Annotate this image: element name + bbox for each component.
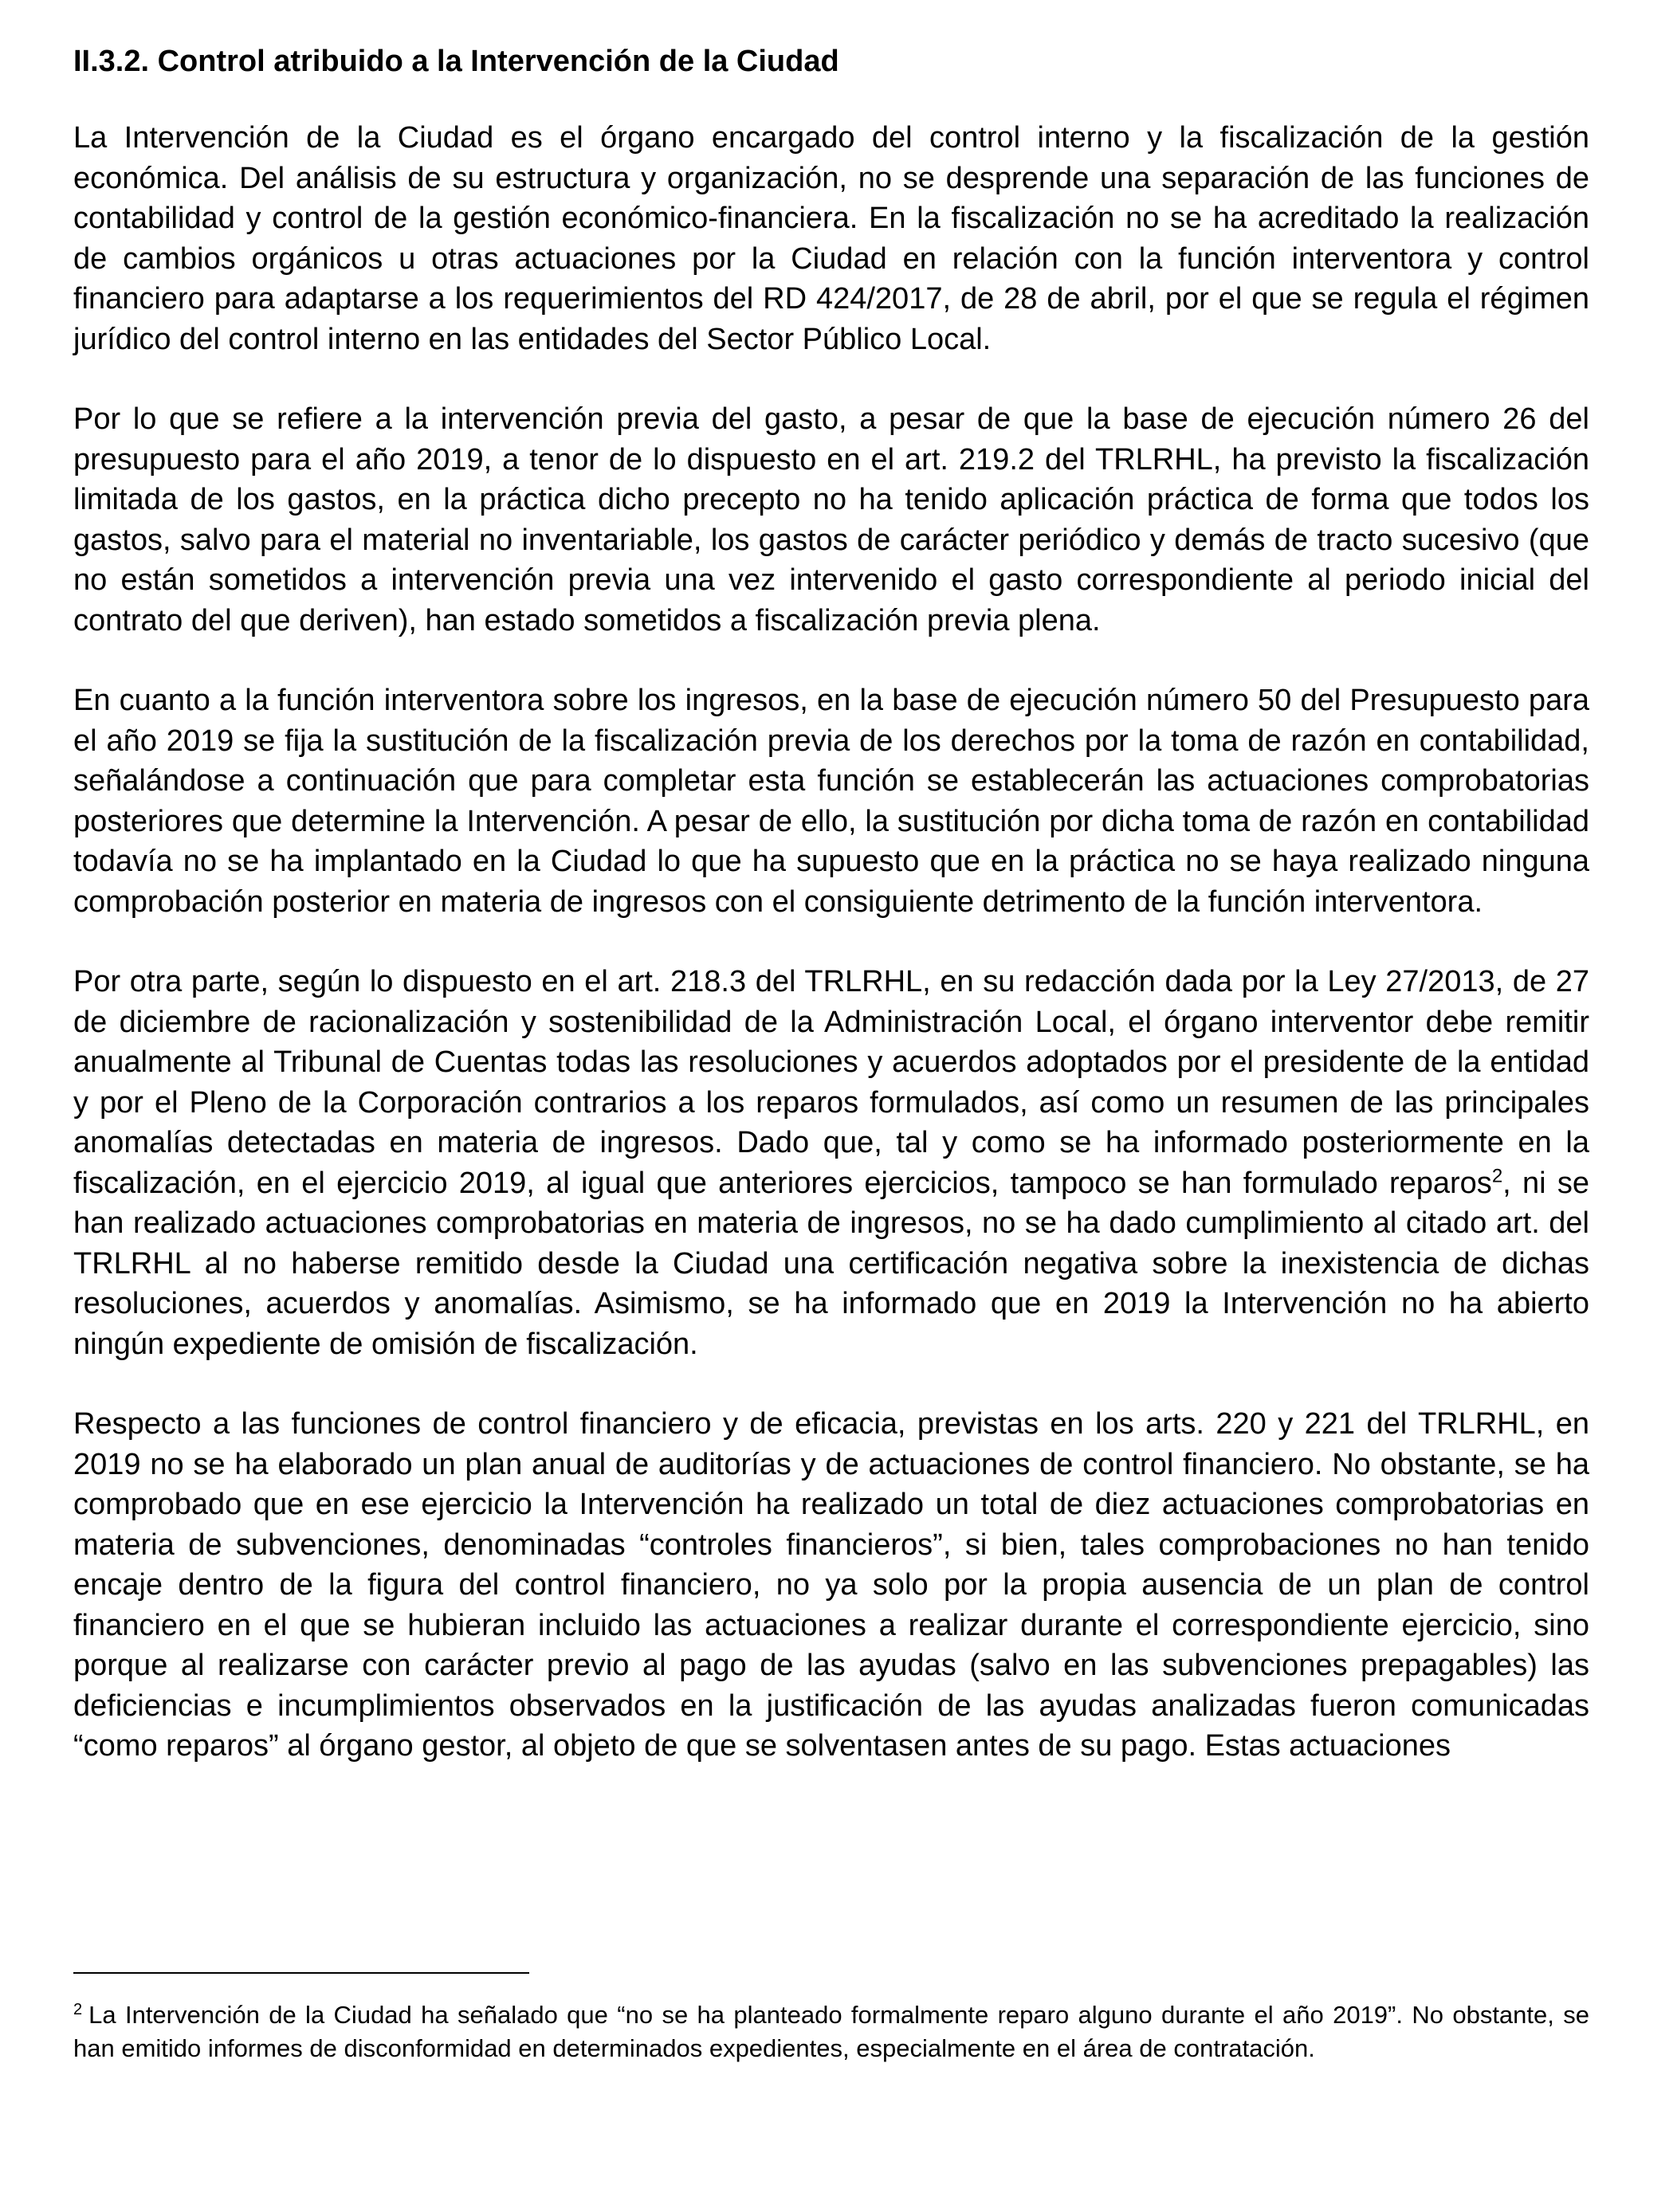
footnote-divider [73, 1972, 529, 1974]
paragraph-intervencion-previa-gasto: Por lo que se refiere a la intervención previa del gasto, a pesar de que la base de ejecución número 26 del presupuesto para el año 2019, a tenor de lo dispuesto en el art. 219.2 del TRLRHL, ha previsto la fiscalización limitada de los gastos, en la práctica dicho precepto no ha tenido aplicación práctica de forma que todos los gastos, salvo para el material no inventariable, los gastos de carácter periódico y demás de tracto sucesivo (que no están sometidos a intervención previa una vez intervenido el gasto correspondiente al periodo inicial del contrato del que deriven), han estado sometidos a fiscalización previa plena. [73, 402, 1589, 637]
section-heading: II.3.2. Control atribuido a la Intervención de la Ciudad [73, 45, 839, 78]
footnote-number: 2 [73, 2000, 83, 2018]
paragraph-remision-tribunal-cuentas [73, 962, 1589, 1364]
footnote-text: La Intervención de la Ciudad ha señalado que “no se ha planteado formalmente reparo alguno durante el año 2019”. No obstante, se han emitido informes de disconformidad en determinados expedientes, especialmente en el área de contratación. [73, 2001, 1589, 2062]
paragraph-funcion-interventora-ingresos: En cuanto a la función interventora sobre los ingresos, en la base de ejecución número 50 del Presupuesto para el año 2019 se fija la sustitución de la fiscalización previa de los derechos por la toma de razón en contabilidad, señalándose a continuación que para completar esta función se establecerán las actuaciones comprobatorias posteriores que determine la Intervención. A pesar de ello, la sustitución por dicha toma de razón en contabilidad todavía no se ha implantado en la Ciudad lo que ha supuesto que en la práctica no se haya realizado ninguna comprobación posterior en materia de ingresos con el consiguiente detrimento de la función interventora. [73, 684, 1589, 919]
paragraph-intervencion-organo: La Intervención de la Ciudad es el órgano encargado del control interno y la fiscalización de la gestión económica. Del análisis de su estructura y organización, no se desprende una separación de las funciones de contabilidad y control de la gestión económico-financiera. En la fiscalización no se ha acreditado la realización de cambios orgánicos u otras actuaciones por la Ciudad en relación con la función interventora y control financiero para adaptarse a los requerimientos del RD 424/2017, de 28 de abril, por el que se regula el régimen jurídico del control interno en las entidades del Sector Público Local. [73, 121, 1589, 356]
document-page [73, 41, 1589, 1806]
paragraph-text-after-ref: , ni se han realizado actuaciones comprobatorias en materia de ingresos, no se ha dado cumplimiento al citado art. del TRLRHL al no haberse remitido desde la Ciudad una certificación negativa sobre la inexistencia de dichas resoluciones, acuerdos y anomalías. Asimismo, se ha informado que en 2019 la Intervención no ha abierto ningún expediente de omisión de fiscalización. [73, 1166, 1589, 1361]
paragraph-text-before-ref: Por otra parte, según lo dispuesto en el art. 218.3 del TRLRHL, en su redacción dada por la Ley 27/2013, de 27 de diciembre de racionalización y sostenibilidad de la Administración Local, el órgano interventor debe remitir anualmente al Tribunal de Cuentas todas las resoluciones y acuerdos adoptados por el presidente de la entidad y por el Pleno de la Corporación contrarios a los reparos formulados, así como un resumen de las principales anomalías detectadas en materia de ingresos. Dado que, tal y como se ha informado posteriormente en la fiscalización, en el ejercicio 2019, al igual que anteriores ejercicios, tampoco se han formulado reparos [73, 965, 1589, 1200]
paragraph-control-financiero-eficacia: Respecto a las funciones de control financiero y de eficacia, previstas en los arts. 220 y 221 del TRLRHL, en 2019 no se ha elaborado un plan anual de auditorías y de actuaciones de control financiero. No obstante, se ha comprobado que en ese ejercicio la Intervención ha realizado un total de diez actuaciones comprobatorias en materia de subvenciones, denominadas “controles financieros”, si bien, tales comprobaciones no han tenido encaje dentro de la figura del control financiero, no ya solo por la propia ausencia de un plan de control financiero en el que se hubieran incluido las actuaciones a realizar durante el correspondiente ejercicio, sino porque al realizarse con carácter previo al pago de las ayudas (salvo en las subvenciones prepagables) las deficiencias e incumplimientos observados en la justificación de las ayudas analizadas fueron comunicadas “como reparos” al órgano gestor, al objeto de que se solventasen antes de su pago. Estas actuaciones [73, 1407, 1589, 1763]
footnote-reference[interactable]: 2 [1491, 1164, 1503, 1186]
footnote [73, 1998, 1589, 2065]
